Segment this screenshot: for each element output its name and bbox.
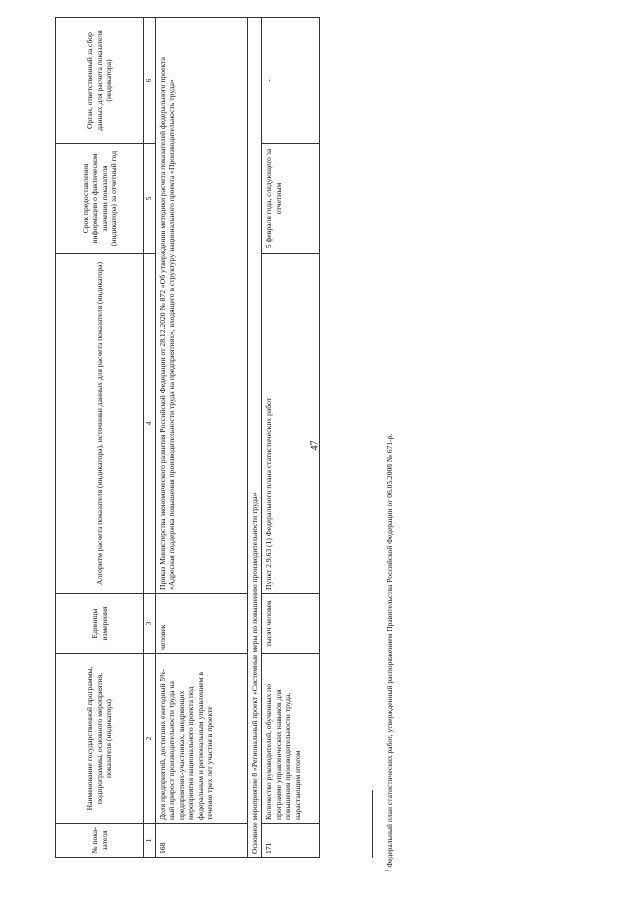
column-number-row <box>144 18 156 858</box>
col-num-5: 5 <box>144 144 156 254</box>
row-171-name: Количество руководителей, обученных по программе управленческих навыков для повышения производительности труда, нарастающим итогом <box>262 654 320 824</box>
row-171-unit: тысяч человек <box>262 594 320 654</box>
page-number: 47 <box>309 440 321 451</box>
footnote <box>385 434 394 872</box>
rotated-table-container <box>55 18 305 858</box>
section-row <box>247 18 261 858</box>
row-171-deadline: 5 февраля года, следующего за отчетным <box>262 144 320 254</box>
header-algorithm: Алгоритм расчета показателя (индикатора), источники данных для расчета показателя (индикатора) <box>56 254 144 594</box>
row-168-name: Доля предприятий, достигших ежегодный 5%-ный прирост производительности труда на предприятиях-участниках, внедряющих мероприятия национального проекта под федеральным и региональным управлением в течение трех лет участия в проекте <box>155 654 247 824</box>
section-title: Основное мероприятие 8 «Региональный проект «Системные меры по повышению производительности труда» <box>247 18 261 858</box>
header-number: № пока-зателя <box>56 824 144 858</box>
header-unit: Единицы измерения <box>56 594 144 654</box>
footnote-divider <box>372 790 373 858</box>
header-row <box>56 18 144 858</box>
row-168-unit: человек <box>155 594 247 654</box>
row-171-number: 171 <box>262 824 320 858</box>
row-168-number: 168 <box>155 824 247 858</box>
table-row <box>155 18 247 858</box>
col-num-6: 6 <box>144 18 156 144</box>
col-num-2: 2 <box>144 654 156 824</box>
table-row <box>262 18 320 858</box>
col-num-3: 3 <box>144 594 156 654</box>
header-name: Наименование государственной программы, подпрограммы, основного мероприятия, показателя (индикатора) <box>56 654 144 824</box>
footnote-marker: 1 <box>385 869 391 872</box>
col-num-4: 4 <box>144 254 156 594</box>
header-organ: Орган, ответственный за сбор данных для расчета показателя (индикатора) <box>56 18 144 144</box>
footnote-text: Федеральный план статистических работ, утвержденный распоряжением Правительства Российской Федерации от 06.05.2008 № 671-р. <box>385 433 394 868</box>
row-171-algorithm: Пункт 2.9.63 (1) Федерального плана статистических работ <box>262 254 320 594</box>
col-num-1: 1 <box>144 824 156 858</box>
row-168-algorithm: Приказ Министерства экономического развития Российской Федерации от 28.12.2020 № 872 «Об утверждении методики расчета показателей федерального проекта «Адресная поддержка повышения производительности труда на предприятиях», входящего в структуру национального проекта «Производительность труда» <box>155 18 247 594</box>
indicator-table <box>55 17 320 858</box>
row-171-organ: - <box>262 18 320 144</box>
header-deadline: Срок предоставления информации о фактическом значении показателя (индикатора) за отчетный год <box>56 144 144 254</box>
